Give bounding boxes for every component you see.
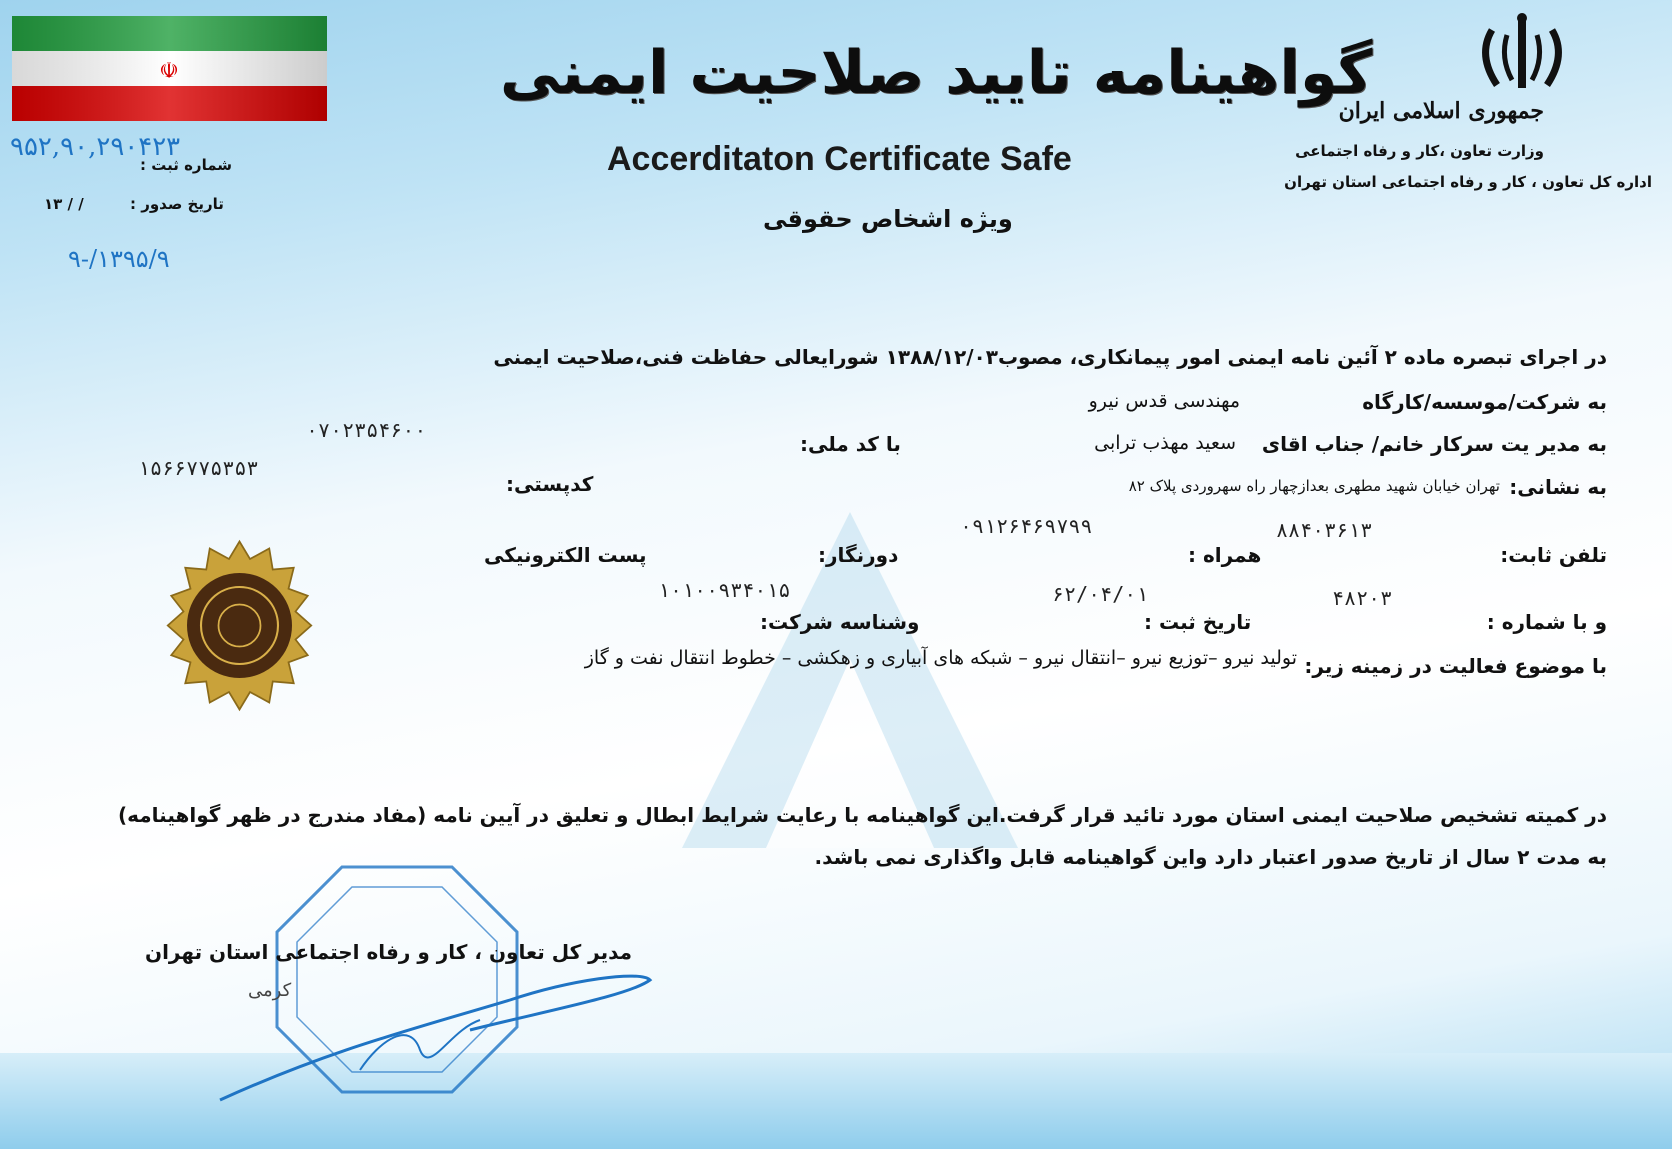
org-line-1: جمهوری اسلامی ایران (1338, 98, 1544, 124)
signatory-title: مدیر کل تعاون ، کار و رفاه اجتماعی استان تهران (145, 940, 633, 964)
org-line-2: وزارت تعاون ،کار و رفاه اجتماعی (1295, 142, 1544, 160)
national-code-value: ۰۷۰۲۳۵۴۶۰۰ (306, 418, 427, 442)
address-value: تهران خیابان شهید مطهری بعدازچهار راه سهروردی پلاک ۸۲ (1128, 477, 1500, 495)
email-label: پست الکترونیکی (484, 543, 647, 567)
issue-date-value: ۱۳۹۵/۹/-۹ (68, 245, 170, 273)
iran-emblem-icon (1472, 10, 1572, 100)
fax-label: دورنگار: (818, 543, 899, 567)
national-code-label: با کد ملی: (800, 432, 901, 456)
activity-value: تولید نیرو –توزیع نیرو –انتقال نیرو – شبکه های آبیاری و زهکشی – خطوط انتقال نفت و گاز (584, 647, 1297, 669)
closing-line-1: در کمیته تشخیص صلاحیت ایمنی استان مورد تائید قرار گرفت.این گواهینامه با رعایت شرایط ابطال و تعلیق در آیین نامه (مفاد مندرج در ظهر گواهینامه) (118, 803, 1607, 827)
page-title-en: Accerditaton Certificate Safe (607, 140, 1072, 178)
company-id-value: ۱۰۱۰۰۹۳۴۰۱۵ (658, 578, 791, 602)
company-value: مهندسی قدس نیرو (1088, 390, 1240, 412)
intro-line: در اجرای تبصره ماده ۲ آئین نامه ایمنی امور پیمانکاری، مصوب۱۳۸۸/۱۲/۰۳ شورایعالی حفاظت فنی،صلاحیت ایمنی (493, 345, 1607, 369)
reg-date-label: تاریخ ثبت : (1144, 610, 1252, 634)
phone-label: تلفن ثابت: (1500, 543, 1607, 567)
address-label: به نشانی: (1509, 475, 1607, 499)
signatory-name: کرمی (248, 980, 292, 1001)
closing-line-2: به مدت ۲ سال از تاریخ صدور اعتبار دارد واین گواهینامه قابل واگذاری نمی باشد. (814, 845, 1607, 869)
postal-code-value: ۱۵۶۶۷۷۵۳۵۳ (138, 456, 259, 480)
reg-no-label: و با شماره : (1486, 610, 1607, 634)
reg-date-value: ۶۲/۰۴/۰۱ (1052, 582, 1149, 606)
activity-label: با موضوع فعالیت در زمینه زیر: (1304, 654, 1607, 678)
reg-number-value: ۹۵۲,۹۰,۲۹۰۴۲۳ (10, 132, 181, 162)
postal-code-label: کدپستی: (506, 472, 594, 496)
reg-no-value: ۴۸۲۰۳ (1332, 586, 1393, 610)
org-line-3: اداره کل تعاون ، کار و رفاه اجتماعی استان تهران (1284, 173, 1652, 191)
page-title: گواهینامه تایید صلاحیت ایمنی (500, 38, 1373, 108)
phone-value: ۸۸۴۰۳۶۱۳ (1276, 518, 1373, 542)
signature-scribble (210, 960, 660, 1110)
svg-text:☫: ☫ (159, 59, 179, 84)
manager-value: سعید مهذب ترابی (1094, 432, 1236, 454)
gold-seal-icon (152, 538, 327, 713)
page-subtitle: ویژه اشخاص حقوقی (763, 205, 1013, 233)
company-label: به شرکت/موسسه/کارگاه (1362, 390, 1607, 414)
reg-number-label: شماره ثبت : (140, 156, 233, 174)
manager-label: به مدیر یت سرکار خانم/ جناب اقای (1261, 432, 1607, 456)
company-id-label: وشناسه شرکت: (760, 610, 920, 634)
iran-flag-icon (12, 16, 327, 121)
mobile-value: ۰۹۱۲۶۴۶۹۷۹۹ (960, 514, 1093, 538)
mobile-label: همراه : (1188, 543, 1262, 567)
issue-date-label: تاریخ صدور : (130, 195, 224, 213)
issue-date-template: / / ۱۳ (44, 195, 84, 213)
